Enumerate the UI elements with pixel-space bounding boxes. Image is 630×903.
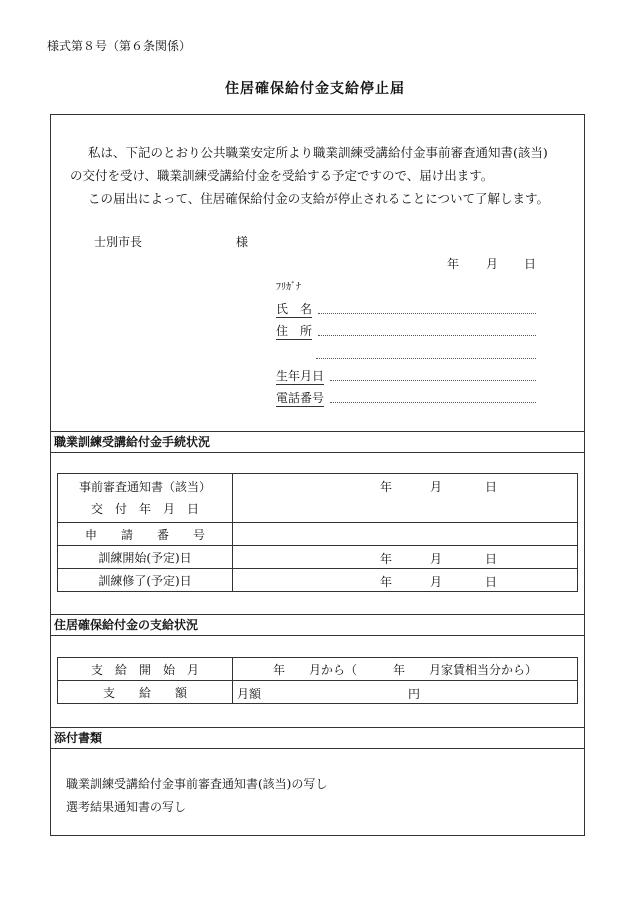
document-title: 住居確保給付金支給停止届 (225, 81, 405, 97)
addressee-honorific: 様 (236, 235, 249, 249)
date-month-label: 月 (486, 257, 499, 271)
intro-line-1: 私は、下記のとおり公共職業安定所より職業訓練受講給付金事前審査通知書(該当) (88, 145, 548, 160)
end-day-label: 日 (485, 575, 498, 589)
payment-start-text: 年 月から（ 年 月家賃相当分から） (273, 662, 538, 677)
phone-field[interactable] (330, 402, 536, 403)
date-year-label: 年 (447, 257, 460, 271)
training-end-input[interactable] (233, 569, 578, 592)
notice-label: 事前審査通知書（該当） (78, 480, 211, 494)
intro-line-2: の交付を受け、職業訓練受講給付金を受給する予定ですので、届け出ます。 (70, 168, 494, 183)
section-training-heading: 職業訓練受講給付金手続状況 (50, 431, 585, 453)
payment-amount-label: 支 給 額 (58, 681, 233, 704)
application-number-input[interactable] (233, 523, 578, 546)
notice-date-label-cell (58, 474, 233, 523)
birthdate-label: 生年月日 (276, 369, 325, 383)
table-row (58, 546, 578, 569)
start-month-label: 月 (430, 552, 443, 566)
address-field[interactable] (318, 335, 536, 336)
notice-date-input[interactable] (233, 474, 578, 523)
address-field-line-2[interactable] (316, 358, 536, 359)
application-number-label: 申 請 番 号 (58, 523, 233, 546)
payment-status-table (57, 657, 578, 704)
attachment-item: 選考結果通知書の写し (66, 800, 187, 814)
payment-start-input[interactable] (233, 658, 578, 681)
start-year-label: 年 (380, 552, 393, 566)
section-attachments-heading: 添付書類 (50, 727, 585, 749)
training-start-label: 訓練開始(予定)日 (58, 546, 233, 569)
payment-start-label: 支 給 開 始 月 (58, 658, 233, 681)
name-field[interactable] (318, 313, 536, 314)
training-end-label: 訓練修了(予定)日 (58, 569, 233, 592)
address-label: 住 所 (276, 324, 313, 338)
training-status-table (57, 473, 578, 592)
table-row (58, 474, 578, 523)
addressee-name: 士別市長 (94, 235, 143, 249)
attachment-item: 職業訓練受講給付金事前審査通知書(該当)の写し (66, 777, 328, 791)
payment-amount-input[interactable] (233, 681, 578, 704)
issue-date-label: 交 付 年 月 日 (90, 502, 199, 516)
yen-unit: 円 (408, 687, 421, 701)
notice-year-label: 年 (380, 480, 393, 494)
table-row (58, 523, 578, 546)
training-start-input[interactable] (233, 546, 578, 569)
birthdate-field[interactable] (330, 380, 536, 381)
table-row (58, 569, 578, 592)
date-day-label: 日 (524, 257, 537, 271)
end-month-label: 月 (430, 575, 443, 589)
phone-label: 電話番号 (276, 391, 325, 405)
intro-line-3: この届出によって、住居確保給付金の支給が停止されることについて了解します。 (88, 191, 550, 206)
monthly-label: 月額 (237, 687, 262, 701)
form-number: 様式第８号（第６条関係） (47, 39, 192, 53)
section-payment-heading: 住居確保給付金の支給状況 (50, 614, 585, 636)
notice-day-label: 日 (485, 480, 498, 494)
table-row (58, 681, 578, 704)
notice-month-label: 月 (430, 480, 443, 494)
end-year-label: 年 (380, 575, 393, 589)
name-label: 氏 名 (276, 302, 313, 316)
furigana-label: ﾌﾘｶﾞﾅ (276, 282, 301, 293)
table-row (58, 658, 578, 681)
start-day-label: 日 (485, 552, 498, 566)
